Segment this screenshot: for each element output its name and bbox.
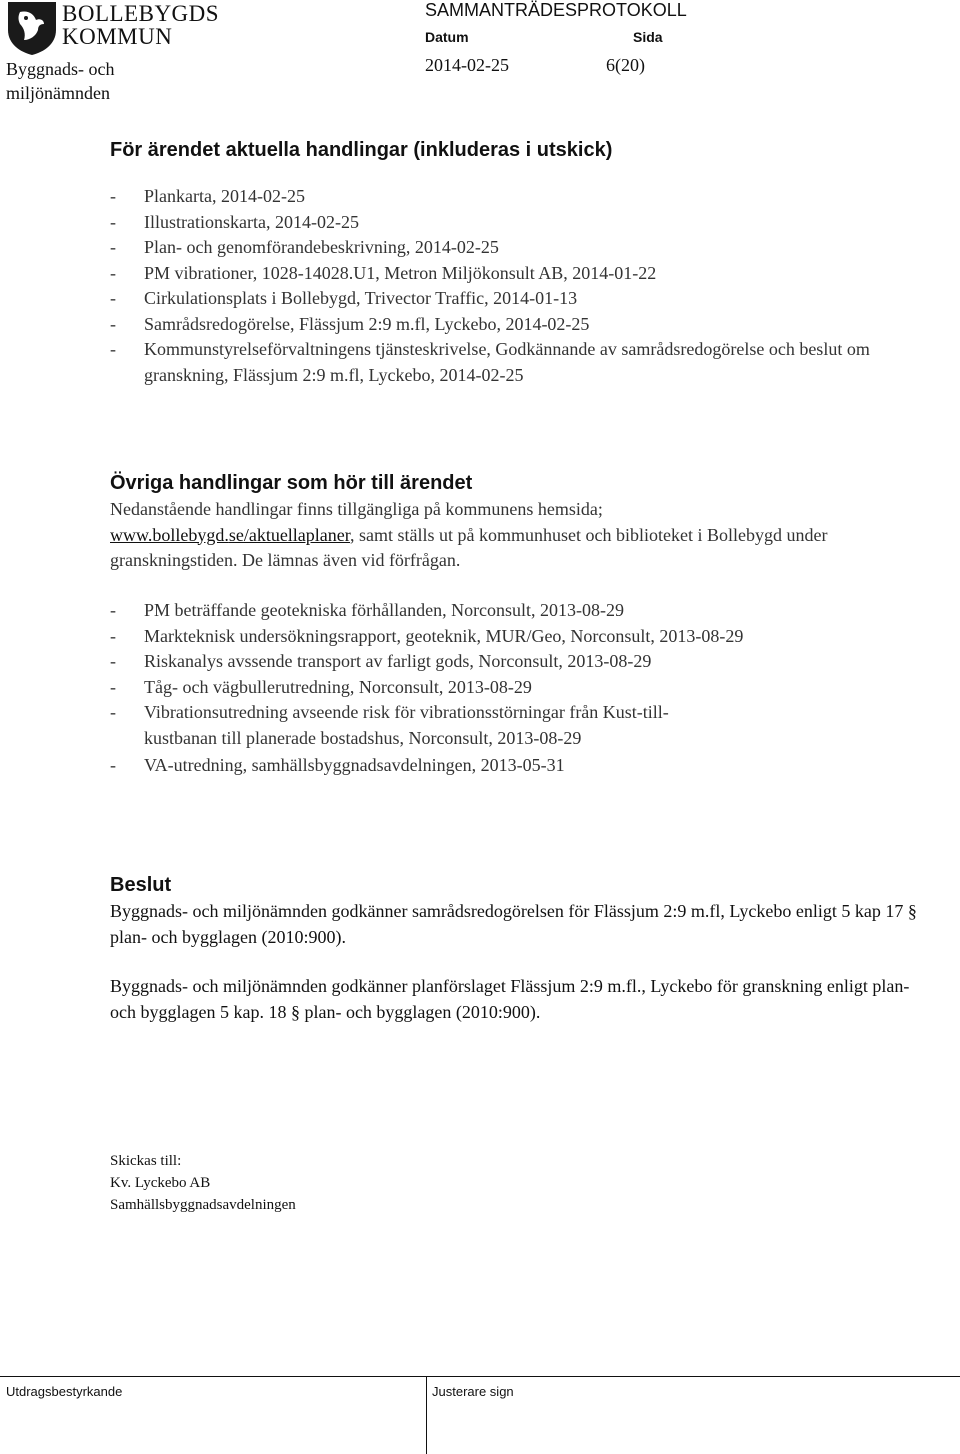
list-item: [110, 184, 930, 210]
list-item: [110, 700, 930, 751]
distribution-recipient: Kv. Lyckebo AB: [110, 1175, 211, 1191]
dash-bullet: -: [110, 702, 116, 722]
date-label: Datum: [425, 29, 469, 45]
adjuster-signature-label: Justerare sign: [432, 1384, 514, 1399]
list-item-text: Vibrationsutredning avseende risk för vibrationsstörningar från Kust-till-kustbanan till planerade bostadshus, Norconsult, 2013-08-29: [144, 702, 669, 748]
list-item: [110, 261, 930, 287]
list-item-text: PM vibrationer, 1028-14028.U1, Metron Miljökonsult AB, 2014-01-22: [144, 262, 657, 283]
other-documents-intro: [110, 497, 930, 574]
page-number: 6(20): [606, 55, 645, 75]
list-item: [110, 210, 930, 236]
dash-bullet: -: [110, 600, 116, 620]
dash-bullet: -: [110, 339, 116, 359]
intro-text-after-link: , samt ställs ut på kommunhuset och biblioteket i Bollebygd under granskningstiden. De lämnas även vid förfrågan.: [110, 524, 828, 570]
dash-bullet: -: [110, 262, 116, 283]
list-item-text: Kommunstyrelseförvaltningens tjänsteskrivelse, Godkännande av samrådsredogörelse och beslut om granskning, Flässjum 2:9 m.fl, Lyckebo, 2014-02-25: [144, 339, 870, 385]
dash-bullet: -: [110, 313, 116, 334]
footer-divider-line: [0, 1376, 960, 1377]
section-heading-current-documents: För ärendet aktuella handlingar (inkluderas i utskick): [110, 139, 613, 161]
list-item-text: Cirkulationsplats i Bollebygd, Trivector Traffic, 2014-01-13: [144, 288, 578, 308]
current-documents-list: [110, 184, 930, 388]
list-item-text: Illustrationskarta, 2014-02-25: [144, 211, 359, 232]
distribution-label: Skickas till:: [110, 1153, 182, 1169]
bollebygd-coat-of-arms-logo: [6, 0, 58, 56]
dash-bullet: -: [110, 237, 116, 257]
department-line-2: miljönämnden: [6, 83, 110, 103]
list-item-text: Tåg- och vägbullerutredning, Norconsult, 2013-08-29: [144, 676, 532, 697]
list-item: [110, 675, 930, 701]
list-item: [110, 753, 930, 779]
dash-bullet: -: [110, 755, 116, 775]
page-label: Sida: [633, 29, 663, 45]
list-item: [110, 649, 930, 675]
logo-line-2: KOMMUN: [62, 24, 173, 49]
dash-bullet: -: [110, 625, 116, 646]
list-item-text: Plankarta, 2014-02-25: [144, 186, 305, 206]
list-item: [110, 312, 930, 338]
section-heading-other-documents: Övriga handlingar som hör till ärendet: [110, 472, 473, 494]
department-name: [6, 57, 114, 105]
dash-bullet: -: [110, 651, 116, 671]
document-type: SAMMANTRÄDESPROTOKOLL: [425, 0, 687, 20]
municipality-website-link[interactable]: [110, 525, 350, 545]
logo-line-1: BOLLEBYGDS: [62, 1, 220, 26]
certification-label: Utdragsbestyrkande: [6, 1384, 123, 1399]
decision-paragraph-2: Byggnads- och miljönämnden godkänner planförslaget Flässjum 2:9 m.fl., Lyckebo för granskning enligt plan- och bygglagen 5 kap. 18 § plan- och bygglagen (2010:900).: [110, 976, 910, 1022]
footer-column-divider: [426, 1376, 427, 1454]
section-heading-decision: Beslut: [110, 874, 172, 896]
list-item: [110, 286, 930, 312]
intro-text: Nedanstående handlingar finns tillgängliga på kommunens hemsida;: [110, 499, 603, 519]
list-item: [110, 337, 930, 388]
distribution-recipient: Samhällsbyggnadsavdelningen: [110, 1197, 296, 1213]
date-value: 2014-02-25: [425, 55, 509, 75]
dash-bullet: -: [110, 676, 116, 697]
list-item: [110, 235, 930, 261]
other-documents-list: [110, 598, 930, 779]
dash-bullet: -: [110, 211, 116, 232]
list-item-text: PM beträffande geotekniska förhållanden, Norconsult, 2013-08-29: [144, 600, 625, 620]
list-item-text: VA-utredning, samhällsbyggnadsavdelningen, 2013-05-31: [144, 755, 565, 775]
distribution-list: [110, 1150, 296, 1216]
list-item-text: Riskanalys avssende transport av farligt gods, Norconsult, 2013-08-29: [144, 651, 652, 671]
link-text-part1: www.bollebygd.: [110, 524, 229, 545]
dash-bullet: -: [110, 186, 116, 206]
list-item: [110, 598, 930, 624]
link-text-part2: se/aktuellaplaner: [228, 524, 351, 545]
dash-bullet: -: [110, 288, 116, 308]
list-item-text: Plan- och genomförandebeskrivning, 2014-02-25: [144, 237, 499, 257]
list-item-text: Markteknisk undersökningsrapport, geoteknik, MUR/Geo, Norconsult, 2013-08-29: [144, 625, 744, 646]
municipality-name-logo: [62, 2, 219, 48]
list-item-text: Samrådsredogörelse, Flässjum 2:9 m.fl, Lyckebo, 2014-02-25: [144, 313, 590, 334]
decision-paragraph-1: Byggnads- och miljönämnden godkänner samrådsredogörelsen för Flässjum 2:9 m.fl, Lyckebo enligt 5 kap 17 § plan- och bygglagen (2010:900).: [110, 901, 917, 947]
list-item: [110, 624, 930, 650]
department-line-1: Byggnads- och: [6, 59, 115, 79]
